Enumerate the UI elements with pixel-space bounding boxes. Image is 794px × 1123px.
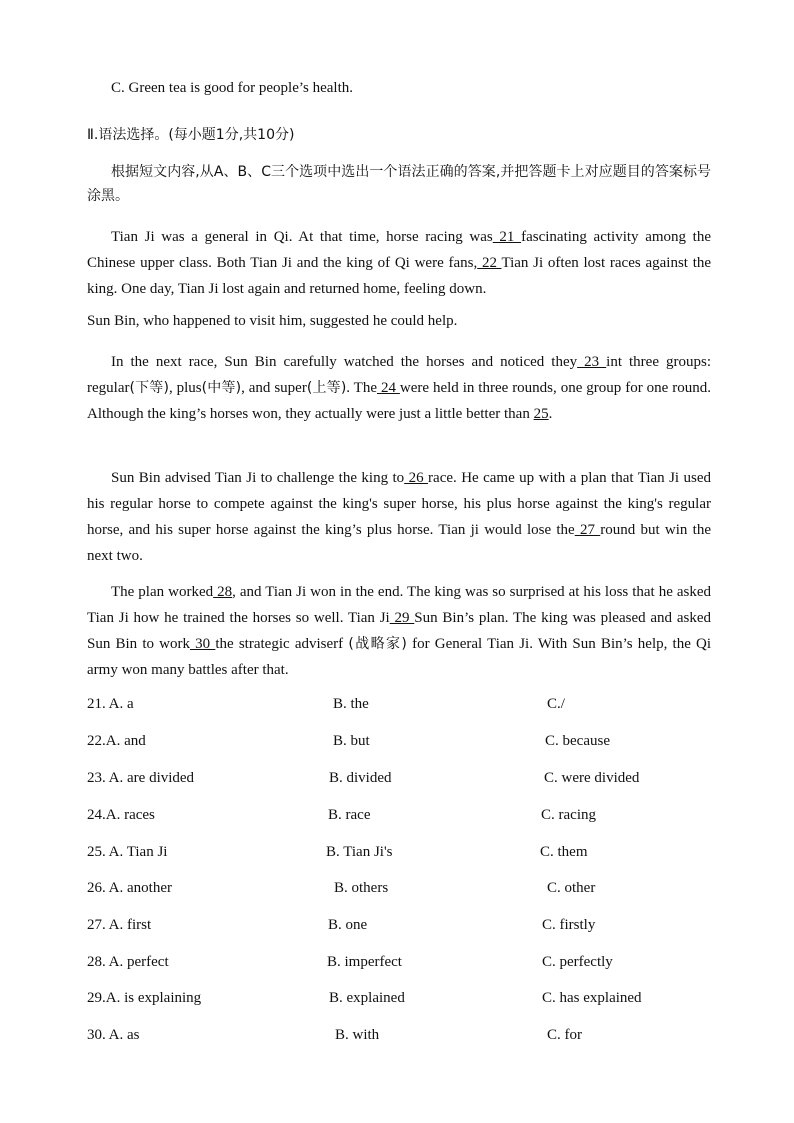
option-b: B. Tian Ji's (326, 844, 393, 860)
blank-23: 23 (577, 354, 607, 370)
blank-29: 29 (389, 610, 415, 626)
option-b: B. but (333, 733, 370, 749)
option-a: 28. A. perfect (87, 954, 169, 970)
option-b: B. imperfect (327, 954, 402, 970)
passage-paragraph-2: Sun Bin, who happened to visit him, suggested he could help. (87, 313, 458, 329)
blank-27: 27 (574, 522, 601, 538)
passage-paragraph-4: Sun Bin advised Tian Ji to challenge the king to 26 race. He came up with a plan that Tian Ji used his regular horse to compete against the king's super horse, his plus horse against the king's regular horse, and his super horse against the king’s plus horse. Tian ji would lose the 27 round but win the next two. (87, 470, 712, 564)
section-instruction: 根据短文内容,从A、B、C三个选项中选出一个语法正确的答案,并把答题卡上对应题目的答案标号涂黑。 (87, 164, 711, 204)
blank-28: 28 (213, 584, 233, 600)
option-a: 22.A. and (87, 733, 146, 749)
option-a: 24.A. races (87, 807, 155, 823)
option-c: C. them (540, 844, 588, 860)
blank-21: 21 (492, 229, 522, 245)
option-c: C. racing (541, 807, 596, 823)
passage-paragraph-5: The plan worked 28, and Tian Ji won in the end. The king was so surprised at his loss that he asked Tian Ji how he trained the horses so well. Tian Ji 29 Sun Bin’s plan. The king was pleased and asked Sun Bin to work 30 the strategic adviserf (战略家) for General Tian Ji. With Sun Bin’s help, the Qi army won many battles after that. (87, 584, 712, 678)
passage-paragraph-1: Tian Ji was a general in Qi. At that time, horse racing was 21 fascinating activity among the Chinese upper class. Both Tian Ji and the king of Qi were fans, 22 Tian Ji often lost races against the king. One day, Tian Ji lost again and returned home, feeling down. (87, 229, 712, 297)
option-b: B. explained (329, 990, 405, 1006)
option-c: C. were divided (544, 770, 640, 786)
blank-25: 25 (533, 406, 549, 422)
option-b: B. race (328, 807, 371, 823)
passage (87, 224, 711, 302)
blank-26: 26 (404, 470, 429, 486)
option-a: 30. A. as (87, 1027, 140, 1043)
option-c: C. firstly (542, 917, 596, 933)
option-b: B. one (328, 917, 368, 933)
option-a: 23. A. are divided (87, 770, 195, 786)
option-c: C./ (547, 696, 565, 712)
option-a: 25. A. Tian Ji (87, 844, 168, 860)
blank-30: 30 (190, 636, 216, 652)
option-c: C. perfectly (542, 954, 613, 970)
option-a: 26. A. another (87, 880, 172, 896)
option-b: B. divided (329, 770, 392, 786)
option-c: C. has explained (542, 990, 642, 1006)
option-c: C. for (547, 1027, 582, 1043)
option-b: B. the (333, 696, 369, 712)
option-c: C. other (547, 880, 596, 896)
option-a: 21. A. a (87, 696, 134, 712)
option-c: C. because (545, 733, 610, 749)
section-title: Ⅱ.语法选择。(每小题1分,共10分) (87, 127, 295, 143)
option-a: 27. A. first (87, 917, 152, 933)
blank-24: 24 (377, 380, 400, 396)
option-a: 29.A. is explaining (87, 990, 202, 1006)
option-b: B. others (334, 880, 389, 896)
passage-paragraph-3: In the next race, Sun Bin carefully watched the horses and noticed they 23 int three groups: regular(下等), plus(中等), and super(上等). The 24 were held in three rounds, one group for one round. Although the king’s horses won, they actually were just a little better than 25. (87, 354, 711, 422)
blank-22: 22 (477, 255, 502, 271)
previous-question-option-c: C. Green tea is good for people’s health. (111, 80, 354, 96)
option-b: B. with (335, 1027, 380, 1043)
